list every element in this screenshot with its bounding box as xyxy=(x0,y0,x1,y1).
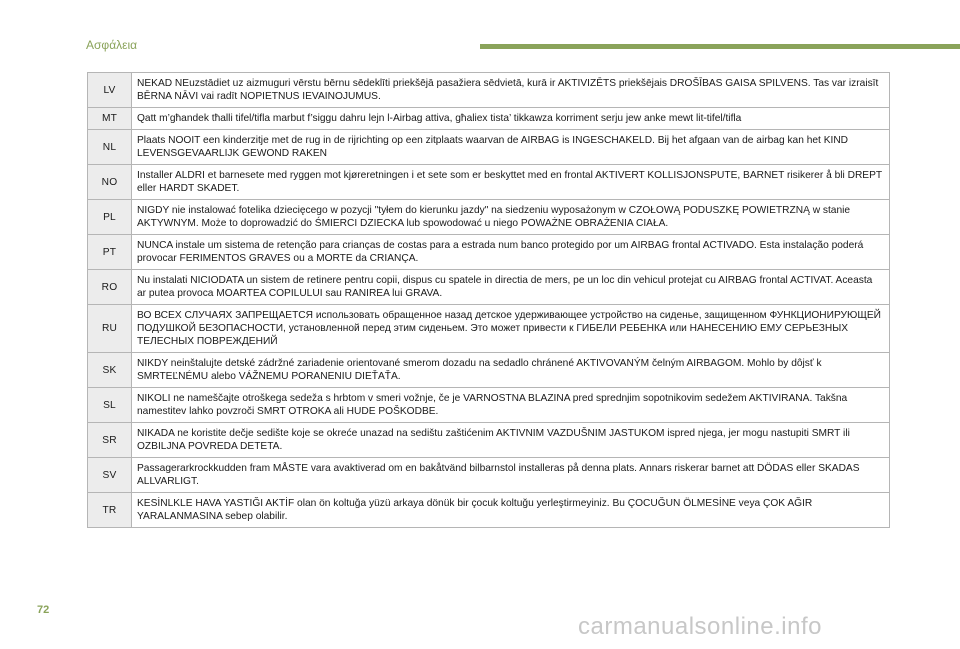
table-row xyxy=(88,493,890,528)
warning-text: NEKAD NEuzstādiet uz aizmuguri vērstu bērnu sēdeklīti priekšējā pasažiera sēdvietā, kurā ir AKTIVIZĒTS priekšējais DROŠĪBAS GAISA SPILVENS. Tas var izraisīt BĒRNA NĀVI vai radīt NOPIETNUS IEVAINOJUMUS. xyxy=(132,73,890,108)
warning-text: Nu instalati NICIODATA un sistem de retinere pentru copii, dispus cu spatele in directia de mers, pe un loc din vehicul protejat cu AIRBAG frontal ACTIVAT. Aceasta ar putea provoca MOARTEA COPILULUI sau RANIREA lui GRAVA. xyxy=(132,270,890,305)
watermark-text: carmanualsonline.info xyxy=(578,613,822,640)
language-code: PL xyxy=(88,200,132,235)
page-number: 72 xyxy=(37,604,50,616)
warning-text: Plaats NOOIT een kinderzitje met de rug in de rijrichting op een zitplaats waarvan de AIRBAG is INGESCHAKELD. Bij het afgaan van de airbag kan het KIND LEVENSGEVAARLIJK GEWOND RAKEN xyxy=(132,130,890,165)
table-row xyxy=(88,200,890,235)
warning-text: NIKOLI ne nameščajte otroškega sedeža s hrbtom v smeri vožnje, če je VARNOSTNA BLAZINA pred sprednjim sopotnikovim sedežem AKTIVIRANA. Takšna namestitev lahko povzroči SMRT OTROKA ali HUDE POŠKODBE. xyxy=(132,388,890,423)
table-row xyxy=(88,270,890,305)
table-row xyxy=(88,235,890,270)
table-row xyxy=(88,353,890,388)
warning-text: Passagerarkrockkudden fram MÅSTE vara avaktiverad om en bakåtvänd bilbarnstol installeras på denna plats. Annars riskerar barnet att DÖDAS eller SKADAS ALLVARLIGT. xyxy=(132,458,890,493)
language-code: SV xyxy=(88,458,132,493)
warning-text: NUNCA instale um sistema de retenção para crianças de costas para a estrada num banco protegido por um AIRBAG frontal ACTIVADO. Esta instalação poderá provocar FERIMENTOS GRAVES ou a MORTE da CRIANÇA. xyxy=(132,235,890,270)
language-code: RU xyxy=(88,305,132,353)
language-code: SR xyxy=(88,423,132,458)
language-code: MT xyxy=(88,108,132,130)
language-code: TR xyxy=(88,493,132,528)
warning-text: KESİNLKLE HAVA YASTIĞI AKTİF olan ön koltuğa yüzü arkaya dönük bir çocuk koltuğu yerleştirmeyiniz. Bu ÇOCUĞUN ÖLMESİNE veya ÇOK AĞIR YARALANMASINA sebep olabilir. xyxy=(132,493,890,528)
warning-text: NIKDY neinštalujte detské zádržné zariadenie orientované smerom dozadu na sedadlo chránené AKTIVOVANÝM čelným AIRBAGOM. Mohlo by dôjsť k SMRTEĽNÉMU alebo VÁŽNEMU PORANENIU DIEŤAŤA. xyxy=(132,353,890,388)
warning-text: Installer ALDRI et barnesete med ryggen mot kjøreretningen i et sete som er beskyttet med en frontal AKTIVERT KOLLISJONSPUTE, BARNET risikerer å bli DREPT eller HARDT SKADET. xyxy=(132,165,890,200)
warning-text: NIKADA ne koristite dečje sedište koje se okreće unazad na sedištu zaštićenim AKTIVNIM VAZDUŠNIM JASTUKOM ispred njega, jer mogu nastupiti SMRT ili OZBILJNA POVREDA DETETA. xyxy=(132,423,890,458)
table-row xyxy=(88,73,890,108)
airbag-warning-table xyxy=(87,72,890,528)
language-code: SL xyxy=(88,388,132,423)
table-row xyxy=(88,165,890,200)
table-row xyxy=(88,423,890,458)
language-code: RO xyxy=(88,270,132,305)
language-code: SK xyxy=(88,353,132,388)
section-title: Ασφάλεια xyxy=(86,38,138,52)
table-row xyxy=(88,108,890,130)
language-code: PT xyxy=(88,235,132,270)
language-code: LV xyxy=(88,73,132,108)
table-row xyxy=(88,458,890,493)
warning-text: Qatt m’għandek tħalli tifel/tifla marbut f’siggu dahru lejn l-Airbag attiva, għaliex tista’ tikkawza korriment serju jew anke mewt lit-tifel/tifla xyxy=(132,108,890,130)
table-row xyxy=(88,130,890,165)
language-code: NL xyxy=(88,130,132,165)
language-code: NO xyxy=(88,165,132,200)
table-row xyxy=(88,388,890,423)
warning-text: ВО ВСЕХ СЛУЧАЯХ ЗАПРЕЩАЕТСЯ использовать обращенное назад детское удерживающее устройство на сиденье, защищенном ФУНКЦИОНИРУЮЩЕЙ ПОДУШКОЙ БЕЗОПАСНОСТИ, установленной перед этим сиденьем. Это может привести к ГИБЕЛИ РЕБЕНКА или НАНЕСЕНИЮ ЕМУ СЕРЬЕЗНЫХ ТЕЛЕСНЫХ ПОВРЕЖДЕНИЙ xyxy=(132,305,890,353)
table-row xyxy=(88,305,890,353)
warning-text: NIGDY nie instalować fotelika dziecięcego w pozycji "tyłem do kierunku jazdy" na siedzeniu wyposażonym w CZOŁOWĄ PODUSZKĘ POWIETRZNĄ w stanie AKTYWNYM. Może to doprowadzić do ŚMIERCI DZIECKA lub spowodować u niego POWAŻNE OBRAŻENIA CIAŁA. xyxy=(132,200,890,235)
section-divider xyxy=(480,44,960,49)
